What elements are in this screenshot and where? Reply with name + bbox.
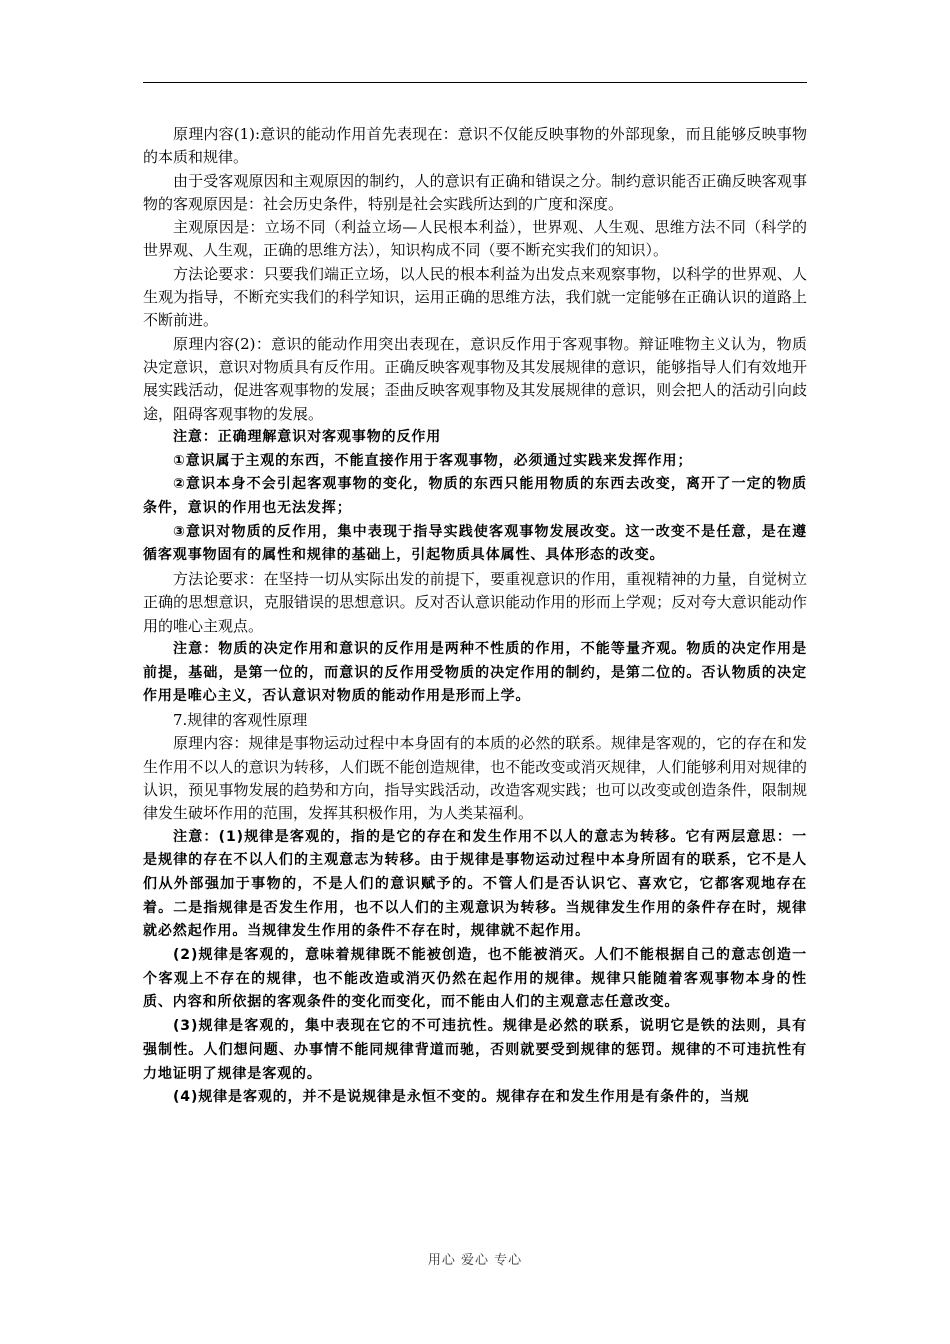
paragraph-principle-2: 原理内容(2)：意识的能动作用突出表现在，意识反作用于客观事物。辩证唯物主义认为，物质决定意识，意识对物质具有反作用。正确反映客观事物及其发展规律的意识，能够指导人们有效地开展实践活动，促进客观事物的发展；歪曲反映客观事物及其发展规律的意识，则会把人的活动引向歧途，阻碍客观事物的发展。: [143, 334, 807, 423]
paragraph-note-item-2: ②意识本身不会引起客观事物的变化，物质的东西只能用物质的东西去改变，离开了一定的物质条件，意识的作用也无法发挥；: [143, 476, 807, 516]
paragraph-note-item-3: ③意识对物质的反作用，集中表现于指导实践使客观事物发展改变。这一改变不是任意，是在遵循客观事物固有的属性和规律的基础上，引起物质具体属性、具体形态的改变。: [143, 523, 807, 564]
paragraph-objective-cause: 由于受客观原因和主观原因的制约，人的意识有正确和错误之分。制约意识能否正确反映客观事物的客观原因是：社会历史条件，特别是社会实践所达到的广度和深度。: [143, 171, 807, 213]
document-body: [143, 123, 807, 1110]
paragraph-note-law-3: (3)规律是客观的，集中表现在它的不可违抗性。规律是必然的联系，说明它是铁的法则，具有强制性。人们想问题、办事情不能同规律背道而驰，否则就要受到规律的惩罚。规律的不可违抗性有力地证明了规律是客观的。: [143, 1018, 807, 1082]
paragraph-note-matter-consciousness: 注意：物质的决定作用和意识的反作用是两种不性质的作用，不能等量齐观。物质的决定作用是前提，基础，是第一位的，而意识的反作用受物质的决定作用的制约，是第二位的。否认物质的决定作用是唯心主义，否认意识对物质的能动作用是形而上学。: [143, 640, 807, 705]
paragraph-note-heading: 注意：正确理解意识对客观事物的反作用: [173, 428, 442, 445]
paragraph-note-law-4: (4)规律是客观的，并不是说规律是永恒不变的。规律存在和发生作用是有条件的，当规: [173, 1089, 750, 1106]
section-heading-law-objectivity: 7.规律的客观性原理: [173, 711, 308, 730]
paragraph-principle-law: 原理内容：规律是事物运动过程中本身固有的本质的必然的联系。规律是客观的，它的存在和发生作用不以人的意识为转移，人们既不能创造规律，也不能改变或消灭规律，人们能够利用对规律的认识，预见事物发展的趋势和方向，指导实践活动，改造客观实践；也可以改变或创造条件，限制规律发生破坏作用的范围，发挥其积极作用，为人类某福利。: [143, 734, 807, 823]
paragraph-note-law-1: 注意：(1)规律是客观的，指的是它的存在和发生作用不以人的意志为转移。它有两层意思：一是规律的存在不以人们的主观意志为转移。由于规律是事物运动过程中本身所固有的联系，它不是人们从外部强加于事物的，不是人们的意识赋予的。不管人们是否认识它、喜欢它，它都客观地存在着。二是指规律是否发生作用，也不以人们的主观意识为转移。当规律发生作用的条件存在时，规律就必然起作用。当规律发生作用的条件不存在时，规律就不起作用。: [143, 828, 807, 940]
paragraph-methodology-1: 方法论要求：只要我们端正立场，以人民的根本利益为出发点来观察事物，以科学的世界观、人生观为指导，不断充实我们的科学知识，运用正确的思维方法，我们就一定能够在正确认识的道路上不断前进。: [143, 264, 807, 330]
paragraph-methodology-2: 方法论要求：在坚持一切从实际出发的前提下，要重视意识的作用，重视精神的力量，自觉树立正确的思想意识，克服错误的思想意识。反对否认意识能动作用的形而上学观；反对夸大意识能动作用的唯心主观点。: [143, 570, 807, 635]
paragraph-note-item-1: ①意识属于主观的东西，不能直接作用于客观事物，必须通过实践来发挥作用；: [173, 452, 693, 469]
paragraph-note-law-2: (2)规律是客观的，意味着规律既不能被创造，也不能被消灭。人们不能根据自己的意志创造一个客观上不存在的规律，也不能改造或消灭仍然在起作用的规律。规律只能随着客观事物本身的性质、内容和所依据的客观条件的变化而变化，而不能由人们的主观意志任意改变。: [143, 947, 807, 1011]
header-rule: [143, 82, 807, 83]
page-footer: 用心 爱心 专心: [427, 1253, 523, 1268]
paragraph-principle-1: 原理内容(1):意识的能动作用首先表现在：意识不仅能反映事物的外部现象，而且能够反映事物的本质和规律。: [143, 125, 807, 167]
paragraph-subjective-cause: 主观原因是：立场不同（利益立场—人民根本利益），世界观、人生观、思维方法不同（科学的世界观、人生观，正确的思维方法），知识构成不同（要不断充实我们的知识）。: [143, 218, 807, 260]
